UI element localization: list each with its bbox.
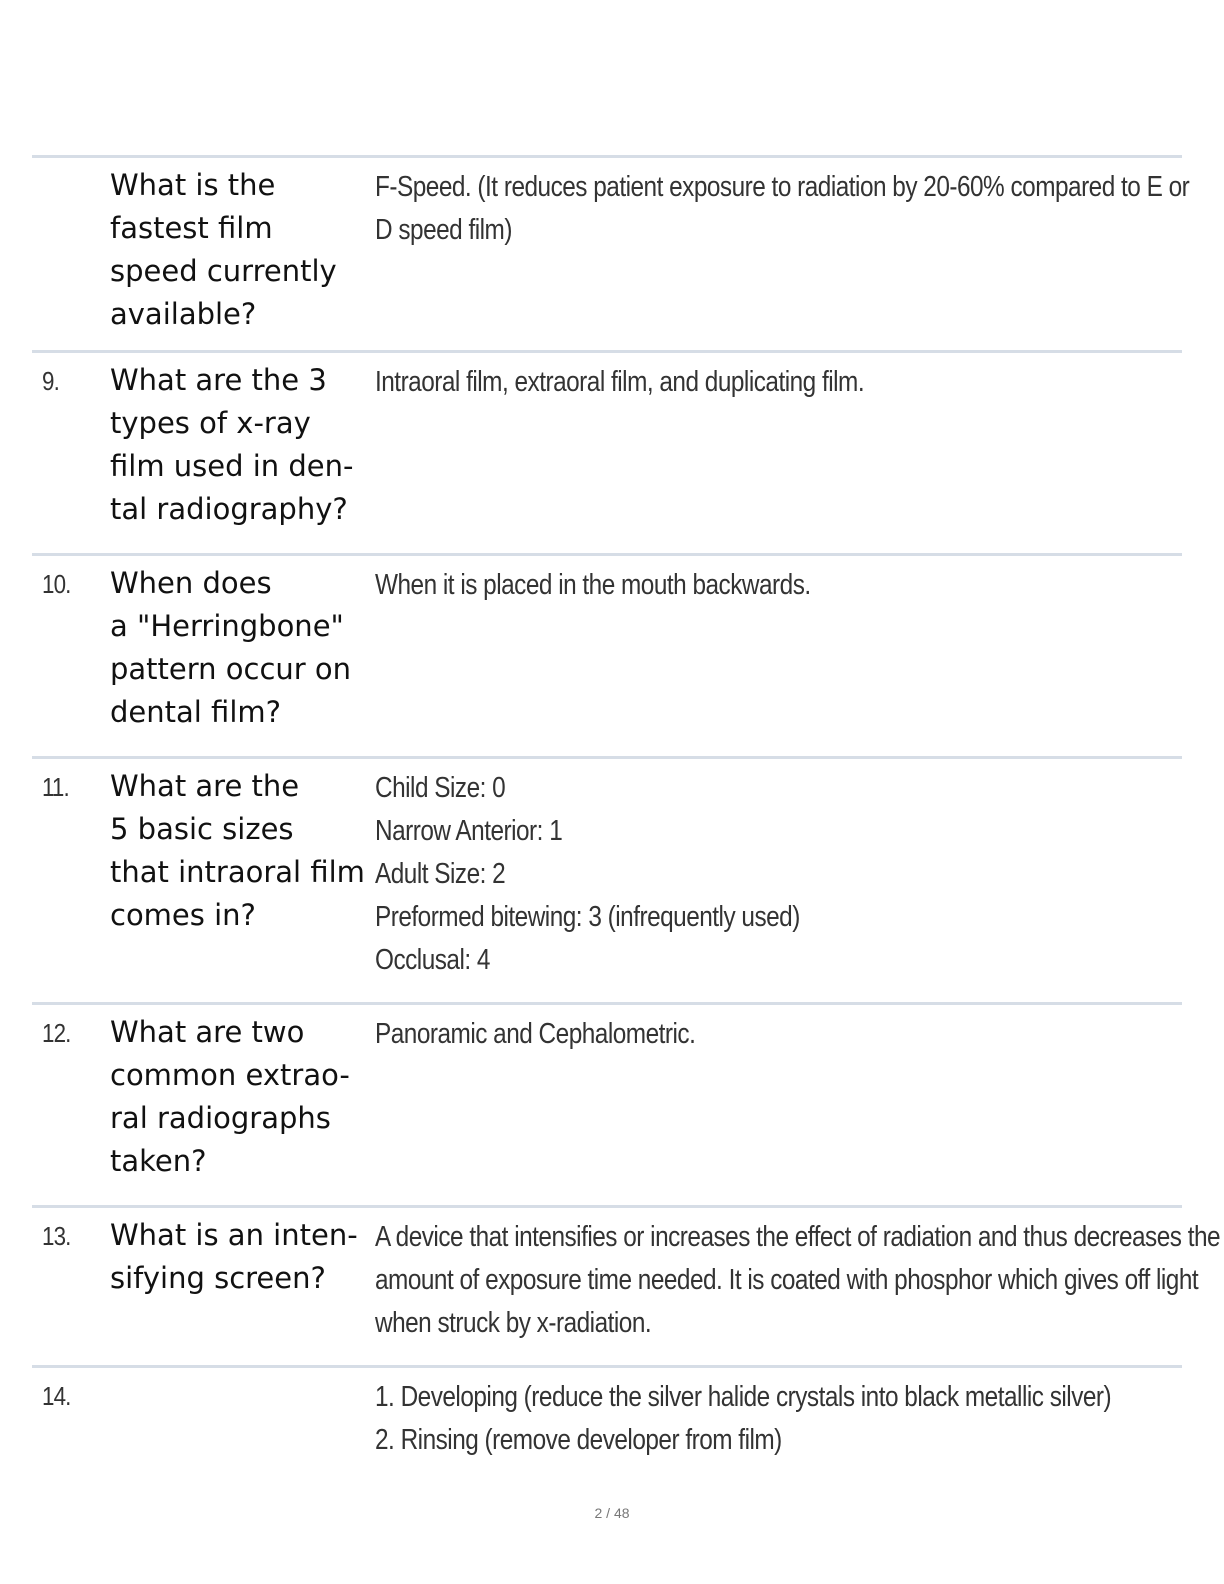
- answer-line: 1. Developing (reduce the silver halide crystals into black metallic silver): [375, 1381, 1112, 1413]
- flashcard-row: [32, 155, 1190, 350]
- card-question: [110, 1214, 372, 1300]
- question-line: that intraoral film: [110, 855, 365, 889]
- answer-line: Narrow Anterior: 1: [375, 815, 563, 847]
- question-line: What are the: [110, 769, 300, 803]
- answer-line: When it is placed in the mouth backwards.: [375, 569, 811, 601]
- page-indicator: 2 / 48: [594, 1505, 630, 1521]
- card-number: 9.: [42, 366, 59, 396]
- answer-line: A device that intensifies or increases the effect of radiation and thus decreases the: [375, 1221, 1221, 1253]
- question-line: When does: [110, 566, 272, 600]
- card-answer: [375, 767, 1148, 982]
- card-answer: [375, 166, 1190, 252]
- card-number: 14.: [42, 1381, 71, 1411]
- question-line: types of x-ray: [110, 406, 311, 440]
- flashcard-row: [32, 1205, 1221, 1365]
- question-line: What is an inten-: [110, 1218, 358, 1252]
- answer-line: Intraoral film, extraoral film, and duplicating film.: [375, 366, 865, 398]
- question-line: comes in?: [110, 898, 256, 932]
- card-number: 12.: [42, 1018, 71, 1048]
- answer-line: F-Speed. (It reduces patient exposure to radiation by 20-60% compared to E or: [375, 171, 1190, 203]
- card-number: 10.: [42, 569, 71, 599]
- question-line: common extrao-: [110, 1058, 350, 1092]
- question-line: What are the 3: [110, 363, 327, 397]
- flashcard-row: [32, 756, 1182, 1002]
- card-question: [110, 765, 372, 937]
- question-line: pattern occur on: [110, 652, 352, 686]
- question-line: 5 basic sizes: [110, 812, 294, 846]
- question-line: What is the: [110, 168, 276, 202]
- answer-line: amount of exposure time needed. It is coated with phosphor which gives off light: [375, 1264, 1199, 1296]
- card-number: 11.: [42, 772, 69, 802]
- answer-line: Panoramic and Cephalometric.: [375, 1018, 696, 1050]
- question-line: tal radiography?: [110, 492, 348, 526]
- card-question: [110, 359, 372, 531]
- card-question: [110, 1011, 372, 1183]
- question-line: film used in den-: [110, 449, 354, 483]
- flashcard-row: [32, 1002, 1182, 1205]
- flashcard-row: [32, 553, 1182, 756]
- question-line: fastest film: [110, 211, 273, 245]
- answer-line: 2. Rinsing (remove developer from film): [375, 1424, 782, 1456]
- question-line: sifying screen?: [110, 1261, 326, 1295]
- question-line: a "Herringbone": [110, 609, 344, 643]
- card-question: [110, 164, 372, 336]
- flashcard-row: [32, 1365, 1182, 1485]
- card-number: 13.: [42, 1221, 71, 1251]
- question-line: speed currently: [110, 254, 337, 288]
- question-line: taken?: [110, 1144, 207, 1178]
- answer-line: Child Size: 0: [375, 772, 506, 804]
- card-answer: [375, 564, 1148, 607]
- flashcard-list: [32, 155, 1221, 1485]
- card-question: [110, 562, 372, 734]
- card-answer: [375, 1216, 1221, 1345]
- question-line: What are two: [110, 1015, 305, 1049]
- answer-line: Adult Size: 2: [375, 858, 506, 890]
- card-answer: [375, 361, 1148, 404]
- question-line: available?: [110, 297, 257, 331]
- answer-line: when struck by x-radiation.: [375, 1307, 652, 1339]
- answer-line: Preformed bitewing: 3 (infrequently used): [375, 901, 800, 933]
- flashcard-row: [32, 350, 1182, 553]
- answer-line: Occlusal: 4: [375, 944, 490, 976]
- answer-line: D speed film): [375, 214, 512, 246]
- question-line: ral radiographs: [110, 1101, 331, 1135]
- card-answer: [375, 1376, 1148, 1462]
- question-line: dental film?: [110, 695, 282, 729]
- card-answer: [375, 1013, 1148, 1056]
